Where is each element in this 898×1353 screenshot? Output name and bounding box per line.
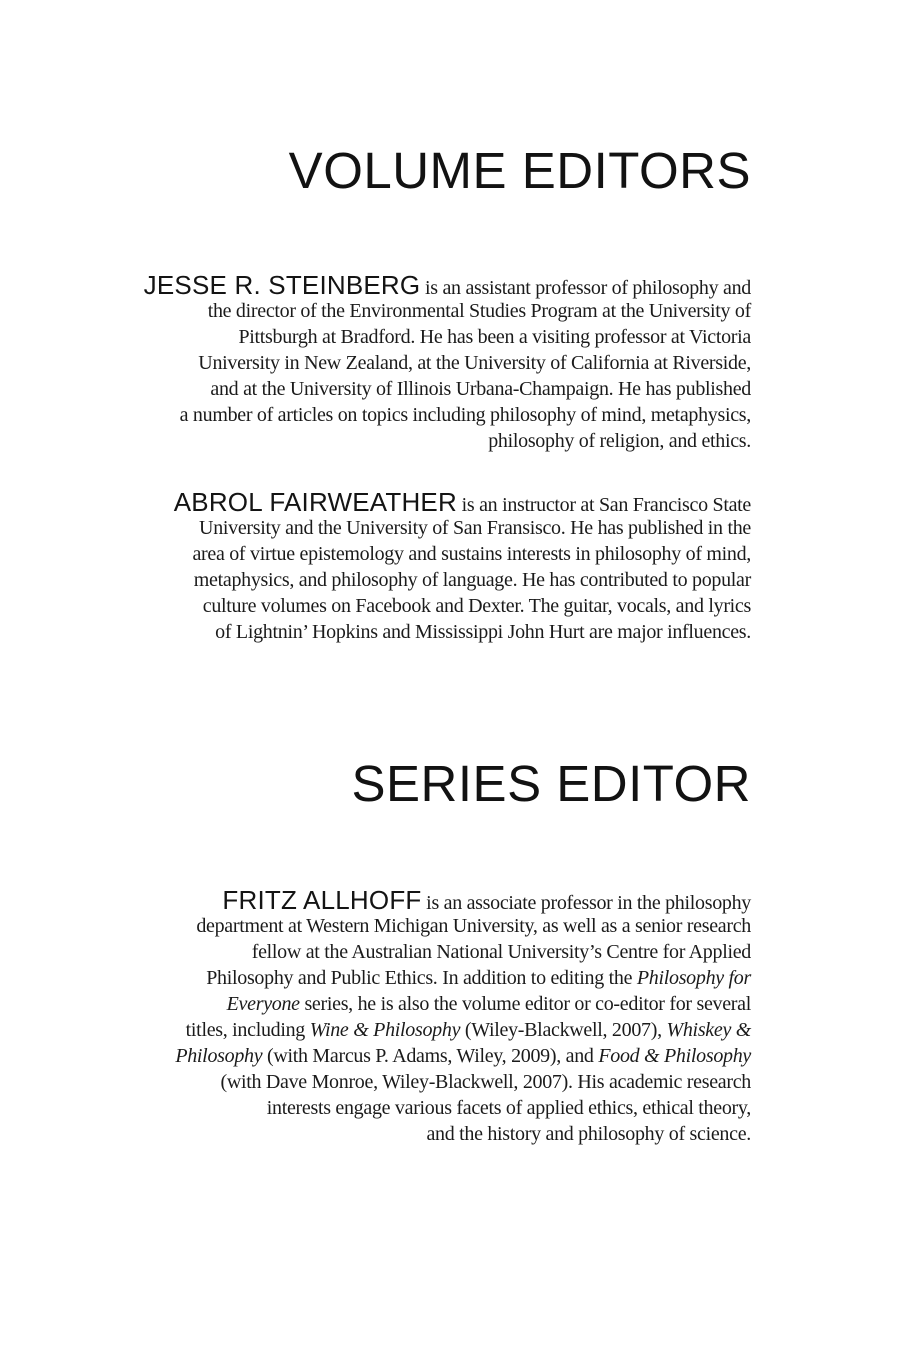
text-line [40, 541, 751, 567]
text-line [40, 619, 751, 645]
bio-text: culture volumes on Facebook and Dexter. The guitar, vocals, and lyrics [202, 595, 751, 617]
text-line [40, 1069, 751, 1095]
book-title-italic: Wine & Philosophy [309, 1019, 461, 1041]
text-line [40, 324, 751, 350]
bio-text: metaphysics, and philosophy of language. He has contributed to popular [193, 569, 751, 591]
page-content [40, 0, 751, 1353]
editor-name: FRITZ ALLHOFF [222, 885, 422, 915]
bio-text: the director of the Environmental Studies Program at the University of [207, 300, 751, 322]
bio-text: department at Western Michigan University, as well as a senior research [196, 915, 751, 937]
volume-editors-heading: VOLUME EDITORS [288, 142, 751, 199]
text-line [40, 1095, 751, 1121]
book-title-italic: Everyone [226, 993, 300, 1015]
bio-text: is an associate professor in the philosophy [421, 892, 751, 914]
bio-text: (Wiley-Blackwell, 2007), [460, 1019, 667, 1041]
text-line [40, 298, 751, 324]
bio-text: philosophy of religion, and ethics. [488, 430, 751, 452]
text-line [40, 991, 751, 1017]
bio-text: Pittsburgh at Bradford. He has been a visiting professor at Victoria [238, 326, 751, 348]
series-editor-heading: SERIES EDITOR [351, 755, 751, 812]
bio-text: (with Dave Monroe, Wiley-Blackwell, 2007). His academic research [220, 1071, 751, 1093]
text-line [40, 913, 751, 939]
bio-text: (with Marcus P. Adams, Wiley, 2009), and [262, 1045, 599, 1067]
bio-text: of Lightnin’ Hopkins and Mississippi John Hurt are major influences. [215, 621, 751, 643]
text-line [40, 593, 751, 619]
bio-text: and the history and philosophy of science. [426, 1123, 751, 1145]
book-title-italic: Food & Philosophy [598, 1045, 751, 1067]
book-title-italic: Philosophy [175, 1045, 263, 1067]
bio-text: titles, including [185, 1019, 310, 1041]
editor-name: ABROL FAIRWEATHER [173, 487, 457, 517]
book-title-italic: Whiskey & [666, 1019, 751, 1041]
bio-text: interests engage various facets of applied ethics, ethical theory, [266, 1097, 751, 1119]
bio-text: University in New Zealand, at the University of California at Riverside, [198, 352, 751, 374]
editor-name: JESSE R. STEINBERG [143, 270, 421, 300]
text-line [40, 567, 751, 593]
bio-text: is an assistant professor of philosophy and [420, 277, 751, 299]
bio-paragraph-fritz-allhoff [40, 887, 751, 1147]
bio-paragraph-jesse-steinberg [40, 272, 751, 454]
bio-paragraph-abrol-fairweather [40, 489, 751, 645]
text-line [40, 939, 751, 965]
text-line [40, 515, 751, 541]
bio-text: area of virtue epistemology and sustains interests in philosophy of mind, [192, 543, 751, 565]
text-line [40, 489, 751, 515]
bio-text: University and the University of San Fransisco. He has published in the [199, 517, 751, 539]
text-line [40, 376, 751, 402]
text-line [40, 272, 751, 298]
text-line [40, 1017, 751, 1043]
bio-text: Philosophy and Public Ethics. In addition to editing the [206, 967, 637, 989]
bio-text: series, he is also the volume editor or co-editor for several [299, 993, 751, 1015]
text-line [40, 1121, 751, 1147]
text-line [40, 402, 751, 428]
bio-text: is an instructor at San Francisco State [456, 494, 751, 516]
bio-text: fellow at the Australian National University’s Centre for Applied [251, 941, 751, 963]
text-line [40, 1043, 751, 1069]
text-line [40, 965, 751, 991]
book-title-italic: Philosophy for [636, 967, 751, 989]
text-line [40, 350, 751, 376]
bio-text: and at the University of Illinois Urbana-Champaign. He has published [210, 378, 751, 400]
text-line [40, 428, 751, 454]
bio-text: a number of articles on topics including philosophy of mind, metaphysics, [179, 404, 751, 426]
text-line [40, 887, 751, 913]
